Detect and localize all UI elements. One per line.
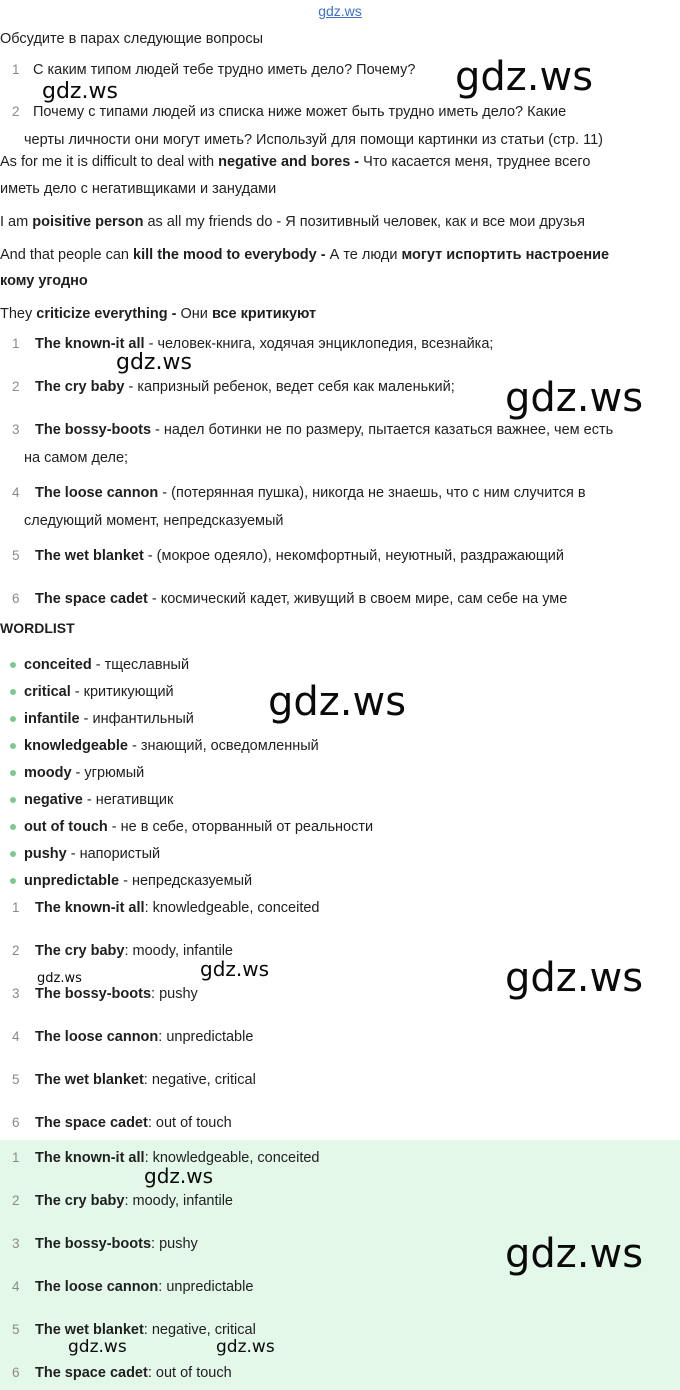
match-item: The cry baby: moody, infantile	[35, 943, 233, 959]
match-number: 4	[12, 1029, 20, 1044]
match-item: The wet blanket: negative, critical	[35, 1322, 256, 1338]
match-item: The space cadet: out of touch	[35, 1115, 232, 1131]
watermark: gdz.ws	[116, 350, 192, 375]
answer-paragraph: As for me it is difficult to deal with negative and bores - Что касается меня, труднее всего	[0, 154, 591, 170]
match-number: 5	[12, 1322, 20, 1337]
type-item-cont: на самом деле;	[24, 450, 129, 466]
wordlist-item: pushy - напористый	[24, 846, 161, 862]
wordlist-heading: WORDLIST	[0, 620, 75, 636]
answer-paragraph: I am poisitive person as all my friends do - Я позитивный человек, как и все мои друзья	[0, 214, 586, 230]
wordlist-item: knowledgeable - знающий, осведомленный	[24, 738, 319, 754]
answer-paragraph: They criticize everything - Они все критикуют	[0, 306, 317, 322]
type-number: 1	[12, 336, 20, 351]
watermark: gdz.ws	[42, 79, 118, 104]
type-number: 3	[12, 422, 20, 437]
wordlist-item: unpredictable - непредсказуемый	[24, 873, 253, 889]
type-number: 4	[12, 485, 20, 500]
question-text: С каким типом людей тебе трудно иметь дело? Почему?	[33, 62, 416, 78]
type-item: The known-it all - человек-книга, ходячая энциклопедия, всезнайка;	[35, 336, 494, 352]
bullet-icon	[10, 662, 16, 668]
question-text-cont: черты личности они могут иметь? Используй для помощи картинки из статьи (стр. 11)	[24, 132, 603, 148]
type-item: The wet blanket - (мокрое одеяло), некомфортный, неуютный, раздражающий	[35, 548, 564, 564]
watermark: gdz.ws	[68, 1337, 127, 1357]
type-item-cont: следующий момент, непредсказуемый	[24, 513, 284, 529]
match-number: 2	[12, 943, 20, 958]
answer-paragraph-cont: кому угодно	[0, 273, 88, 289]
match-item: The known-it all: knowledgeable, conceited	[35, 1150, 320, 1166]
wordlist-item: negative - негативщик	[24, 792, 174, 808]
watermark: gdz.ws	[268, 679, 407, 725]
wordlist-item: conceited - тщеславный	[24, 657, 190, 673]
match-item: The loose cannon: unpredictable	[35, 1279, 254, 1295]
bullet-icon	[10, 824, 16, 830]
type-item: The cry baby - капризный ребенок, ведет себя как маленький;	[35, 379, 455, 395]
match-number: 2	[12, 1193, 20, 1208]
watermark: gdz.ws	[216, 1337, 275, 1357]
bullet-icon	[10, 689, 16, 695]
watermark: gdz.ws	[144, 1164, 214, 1188]
bullet-icon	[10, 797, 16, 803]
watermark: gdz.ws	[37, 971, 82, 986]
match-item: The cry baby: moody, infantile	[35, 1193, 233, 1209]
match-item: The wet blanket: negative, critical	[35, 1072, 256, 1088]
wordlist-item: out of touch - не в себе, оторванный от реальности	[24, 819, 374, 835]
watermark: gdz.ws	[505, 375, 644, 421]
watermark: gdz.ws	[200, 957, 270, 981]
type-number: 5	[12, 548, 20, 563]
type-item: The loose cannon - (потерянная пушка), никогда не знаешь, что с ним случится в	[35, 485, 586, 501]
top-watermark-link[interactable]: gdz.ws	[318, 3, 362, 19]
type-number: 2	[12, 379, 20, 394]
match-number: 4	[12, 1279, 20, 1294]
match-number: 3	[12, 986, 20, 1001]
match-item: The bossy-boots: pushy	[35, 986, 198, 1002]
bullet-icon	[10, 743, 16, 749]
watermark: gdz.ws	[455, 54, 594, 100]
intro-text: Обсудите в парах следующие вопросы	[0, 31, 264, 47]
match-number: 1	[12, 900, 20, 915]
wordlist-item: moody - угрюмый	[24, 765, 145, 781]
question-text: Почему с типами людей из списка ниже может быть трудно иметь дело? Какие	[33, 104, 567, 120]
match-item: The bossy-boots: pushy	[35, 1236, 198, 1252]
bullet-icon	[10, 851, 16, 857]
match-number: 6	[12, 1115, 20, 1130]
question-number: 2	[12, 104, 20, 119]
match-number: 3	[12, 1236, 20, 1251]
match-item: The known-it all: knowledgeable, conceited	[35, 900, 320, 916]
watermark: gdz.ws	[505, 955, 644, 1001]
match-number: 1	[12, 1150, 20, 1165]
match-number: 5	[12, 1072, 20, 1087]
bullet-icon	[10, 878, 16, 884]
match-number: 6	[12, 1365, 20, 1380]
watermark: gdz.ws	[505, 1231, 644, 1277]
answer-paragraph-cont: иметь дело с негативщиками и занудами	[0, 181, 277, 197]
wordlist-item: infantile - инфантильный	[24, 711, 194, 727]
type-item: The space cadet - космический кадет, живущий в своем мире, сам себе на уме	[35, 591, 568, 607]
match-item: The space cadet: out of touch	[35, 1365, 232, 1381]
answer-paragraph: And that people can kill the mood to everybody - А те люди могут испортить настроение	[0, 247, 610, 263]
bullet-icon	[10, 770, 16, 776]
bullet-icon	[10, 716, 16, 722]
wordlist-item: critical - критикующий	[24, 684, 174, 700]
type-number: 6	[12, 591, 20, 606]
question-number: 1	[12, 62, 20, 77]
type-item: The bossy-boots - надел ботинки не по размеру, пытается казаться важнее, чем есть	[35, 422, 614, 438]
match-item: The loose cannon: unpredictable	[35, 1029, 254, 1045]
